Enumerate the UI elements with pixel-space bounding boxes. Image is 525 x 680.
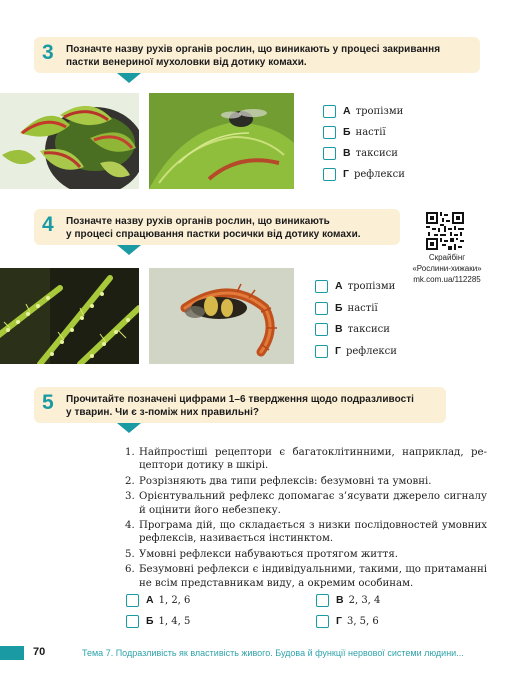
task-3-option-v[interactable]: В таксиси — [323, 145, 398, 161]
task-4-option-a[interactable]: А тропізми — [315, 278, 395, 294]
checkbox[interactable] — [323, 147, 336, 160]
checkbox[interactable] — [315, 302, 328, 315]
checkbox[interactable] — [323, 126, 336, 139]
checkbox[interactable] — [316, 594, 329, 607]
statements-list — [125, 446, 487, 592]
checkbox[interactable] — [126, 615, 139, 628]
statement-item: 6. Безумовні рефлекси є індивідуальними, такими, що притаманні не всім представникам виду, а окремим особинам. — [125, 564, 487, 589]
task-4-option-b[interactable]: Б настії — [315, 300, 378, 316]
venus-flytrap-photo-1 — [0, 93, 139, 189]
statement-item: 3. Орієнтувальний рефлекс допомагає з’ясувати джерело сигналу й оцінити його небезпеку. — [125, 491, 487, 516]
qr-caption: Скрайбінг «Рослини-хижаки» mk.com.ua/112285 — [406, 252, 488, 285]
task-3-option-g[interactable]: Г рефлекси — [323, 166, 405, 182]
task-5-number: 5 — [42, 391, 54, 414]
task-5-option-b[interactable]: Б 1, 4, 5 — [126, 613, 190, 629]
task-4-pointer — [117, 245, 141, 255]
checkbox[interactable] — [315, 323, 328, 336]
checkbox[interactable] — [316, 615, 329, 628]
task-4-option-v[interactable]: В таксиси — [315, 321, 390, 337]
statement-item: 4. Програма дій, що складається з низки послідовностей умовних рефлексів, називається інстинктом. — [125, 520, 487, 545]
task-3-number: 3 — [42, 41, 54, 64]
checkbox[interactable] — [315, 345, 328, 358]
task-5-option-a[interactable]: А 1, 2, 6 — [126, 592, 190, 608]
checkbox[interactable] — [323, 168, 336, 181]
task-4-option-g[interactable]: Г рефлекси — [315, 343, 397, 359]
qr-code[interactable] — [426, 212, 464, 250]
footer-accent-bar — [0, 646, 24, 660]
task-5-option-g[interactable]: Г 3, 5, 6 — [316, 613, 379, 629]
task-5-pointer — [117, 423, 141, 433]
statement-item: 5. Умовні рефлекси набуваються протягом життя. — [125, 548, 399, 560]
task-4-question: Позначте назву рухів органів рослин, що виникають у процесі спрацювання пастки росички від дотику комахи. — [66, 216, 361, 240]
task-5-question: Прочитайте позначені цифрами 1–6 твердження щодо подразливості у тварин. Чи є з-поміж них правильні? — [66, 394, 414, 418]
footer-topic: Тема 7. Подразливість як властивість живого. Будова й функції нервової системи людини... — [82, 648, 464, 658]
task-5-header — [34, 387, 446, 423]
page-number: 70 — [33, 646, 46, 658]
sundew-photo-1 — [0, 268, 139, 364]
venus-flytrap-photo-2 — [149, 93, 294, 189]
statement-item: 1. Найпростіші рецептори є багатоклітинними, наприклад, рецептори дотику в шкірі. — [125, 447, 487, 472]
qr-link[interactable]: mk.com.ua/112285 — [413, 275, 481, 284]
checkbox[interactable] — [315, 280, 328, 293]
task-3-pointer — [117, 73, 141, 83]
task-4-header — [34, 209, 400, 245]
task-3-option-a[interactable]: А тропізми — [323, 103, 403, 119]
checkbox[interactable] — [126, 594, 139, 607]
task-4-number: 4 — [42, 213, 54, 236]
task-3-header — [34, 37, 480, 73]
task-3-question: Позначте назву рухів органів рослин, що виникають у процесі закривання пастки венериної мухоловки від дотику комахи. — [66, 44, 441, 68]
checkbox[interactable] — [323, 105, 336, 118]
task-5-option-v[interactable]: В 2, 3, 4 — [316, 592, 380, 608]
task-3-option-b[interactable]: Б настії — [323, 124, 386, 140]
statement-item: 2. Розрізняють два типи рефлексів: безумовні та умовні. — [125, 475, 432, 487]
sundew-photo-2 — [149, 268, 294, 364]
